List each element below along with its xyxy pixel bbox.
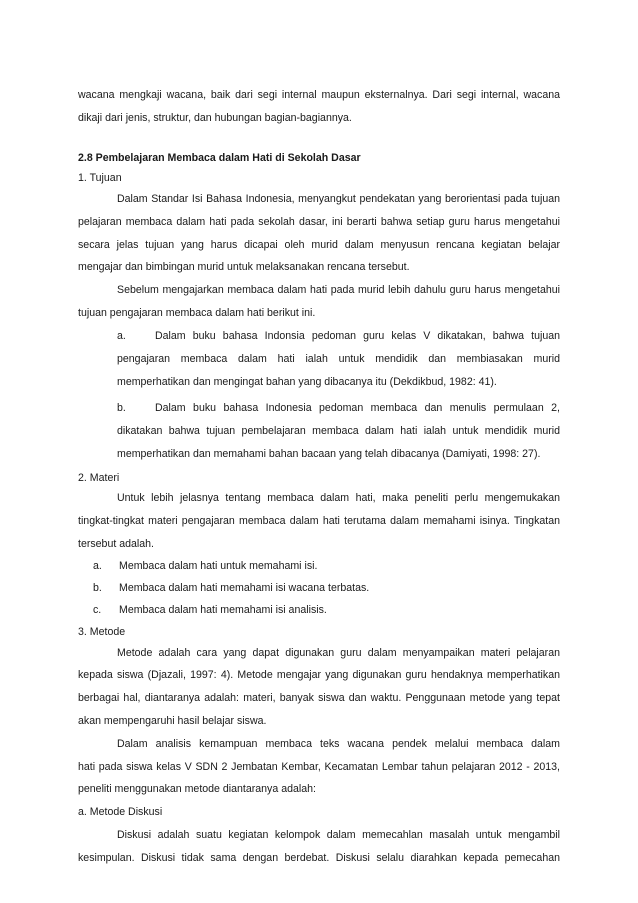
subsection-heading: 1. Tujuan [78,172,122,184]
subsection-heading: a. Metode Diskusi [78,806,163,818]
list-item-label: b. [117,402,126,414]
list-item-text: dikatakan bahwa tujuan pembelajaran membaca dalam hati ialah untuk mendidik murid [117,425,560,437]
paragraph-line: tersebut adalah. [78,538,154,550]
subsection-heading: 2. Materi [78,472,120,484]
list-item-text: Membaca dalam hati memahami isi wacana terbatas. [119,582,370,594]
list-item-label: c. [93,604,102,616]
list-item-label: a. [93,560,102,572]
paragraph-line: berbagai hal, diantaranya adalah: materi, banyak siswa dan waktu. Penggunaan metode yang tepat [78,692,560,704]
paragraph-line: Untuk lebih jelasnya tentang membaca dalam hati, maka peneliti perlu mengemukakan [117,492,560,504]
paragraph-line: Dalam analisis kemampuan membaca teks wacana pendek melalui membaca dalam [117,738,560,750]
paragraph-line: tingkat-tingkat materi pengajaran membaca dalam hati terutama dalam memahami isinya. Tingkatan [78,515,560,527]
paragraph-line: Diskusi adalah suatu kegiatan kelompok dalam memecahlan masalah untuk mengambil [117,829,560,841]
paragraph-line: peneliti menggunakan metode diantaranya adalah: [78,783,316,795]
list-item-text: Membaca dalam hati untuk memahami isi. [119,560,318,572]
list-item-text: Membaca dalam hati memahami isi analisis. [119,604,327,616]
paragraph-line: kepada siswa (Djazali, 1997: 4). Metode mengajar yang digunakan guru hendaknya memperhatikan [78,669,560,681]
paragraph-line: hati pada siswa kelas V SDN 2 Jembatan Kembar, Kecamatan Lembar tahun pelajaran 2012 - 2013, [78,761,560,773]
paragraph-line: Metode adalah cara yang dapat digunakan guru dalam menyampaikan materi pelajaran [117,647,560,659]
paragraph-line: tujuan pengajaran membaca dalam hati berikut ini. [78,307,316,319]
list-item-text: memperhatikan dan mengingat bahan yang dibacanya itu (Dekdikbud, 1982: 41). [117,376,497,388]
paragraph-line: wacana mengkaji wacana, baik dari segi internal maupun eksternalnya. Dari segi internal, wacana [78,89,560,101]
list-item-text: Dalam buku bahasa Indonesia pedoman membaca dan menulis permulaan 2, [155,402,560,414]
paragraph-line: pelajaran membaca dalam hati pada sekolah dasar, ini berarti bahwa setiap guru harus mengetahui [78,216,560,228]
paragraph-line: secara jelas tujuan yang harus dicapai oleh murid dalam menyusun rencana kegiatan belajar [78,239,560,251]
list-item-text: memperhatikan dan memahami bahan bacaan yang telah dibacanya (Damiyati, 1998: 27). [117,448,541,460]
paragraph-line: kesimpulan. Diskusi tidak sama dengan berdebat. Diskusi selalu diarahkan kepada pemecahan [78,852,560,864]
paragraph-line: akan mempengaruhi hasil belajar siswa. [78,715,267,727]
paragraph-line: Sebelum mengajarkan membaca dalam hati pada murid lebih dahulu guru harus mengetahui [117,284,560,296]
subsection-heading: 3. Metode [78,626,126,638]
section-heading: 2.8 Pembelajaran Membaca dalam Hati di Sekolah Dasar [78,152,361,164]
paragraph-line: Dalam Standar Isi Bahasa Indonesia, menyangkut pendekatan yang berorientasi pada tujuan [117,193,560,205]
paragraph-line: dikaji dari jenis, struktur, dan hubungan bagian-bagiannya. [78,112,352,124]
paragraph-line: mengajar dan bimbingan murid untuk melaksanakan rencana tersebut. [78,261,410,273]
list-item-label: a. [117,330,126,342]
list-item-text: Dalam buku bahasa Indonsia pedoman guru kelas V dikatakan, bahwa tujuan [155,330,560,342]
list-item-text: pengajaran membaca dalam hati ialah untuk mendidik dan membiasakan murid [117,353,560,365]
list-item-label: b. [93,582,102,594]
